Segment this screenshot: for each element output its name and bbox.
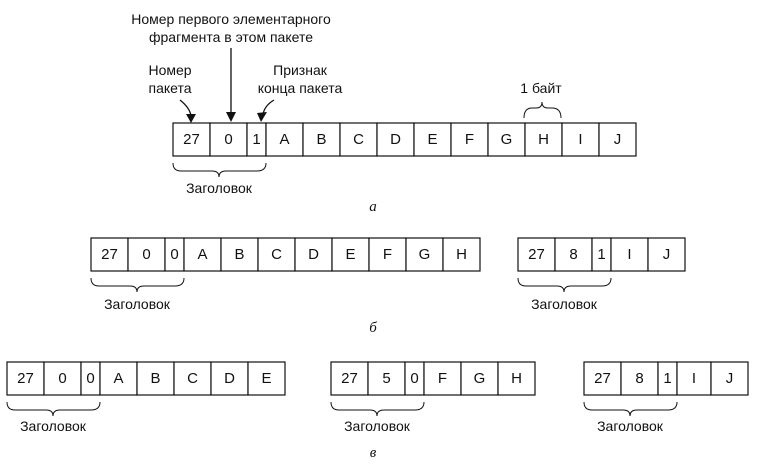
payload-value: H <box>538 131 549 148</box>
arrow-end-flag <box>257 100 274 122</box>
packet-c-2 <box>331 362 535 434</box>
payload-value: I <box>691 370 697 387</box>
packet-c-1 <box>7 362 285 434</box>
packet-b-1 <box>91 238 480 312</box>
header-value-fragment-number: 5 <box>382 370 391 387</box>
header-brace <box>173 163 266 177</box>
payload-value: I <box>627 246 632 263</box>
header-label: Заголовок <box>531 296 597 312</box>
part-b <box>91 238 685 336</box>
header-brace <box>91 278 184 292</box>
caption-c: в <box>369 445 377 461</box>
payload-value: C <box>187 370 198 387</box>
header-value-fragment-number: 0 <box>142 246 151 263</box>
header-value-fragment-number: 8 <box>635 370 644 387</box>
payload-value: A <box>197 246 208 263</box>
header-brace <box>331 402 424 416</box>
header-value-packet-number: 27 <box>183 131 200 148</box>
header-value-packet-number: 27 <box>594 370 611 387</box>
header-value-end-flag: 1 <box>597 246 606 263</box>
header-value-end-flag: 0 <box>86 370 95 387</box>
payload-value: B <box>234 246 245 263</box>
header-brace <box>7 402 100 416</box>
header-value-packet-number: 27 <box>17 370 34 387</box>
payload-value: D <box>390 131 401 148</box>
payload-value: E <box>261 370 272 387</box>
header-label: Заголовок <box>186 180 252 196</box>
payload-value: A <box>279 131 290 148</box>
payload-value: I <box>578 131 583 148</box>
payload-value: G <box>500 131 513 148</box>
payload-value: J <box>613 131 622 148</box>
header-value-fragment-number: 0 <box>224 131 233 148</box>
annotation-first-fragment-line2: фрагмента в этом пакете <box>148 29 314 45</box>
header-label: Заголовок <box>597 418 663 434</box>
payload-value: G <box>473 370 486 387</box>
caption-b: б <box>369 320 377 336</box>
payload-value: F <box>464 131 475 148</box>
packet-c-3 <box>584 362 748 434</box>
payload-value: A <box>113 370 124 387</box>
header-value-fragment-number: 8 <box>569 246 578 263</box>
one-byte-brace <box>524 102 561 118</box>
header-label: Заголовок <box>104 296 170 312</box>
part-c <box>7 362 748 461</box>
payload-value: B <box>316 131 327 148</box>
annotation-end-flag-line1: Признак <box>273 62 327 78</box>
header-value-packet-number: 27 <box>101 246 118 263</box>
payload-value: C <box>271 246 282 263</box>
payload-value: G <box>418 246 431 263</box>
header-label: Заголовок <box>344 418 410 434</box>
payload-value: F <box>437 370 448 387</box>
annotation-first-fragment-line1: Номер первого элементарного <box>131 11 331 27</box>
arrow-first-fragment <box>226 48 236 122</box>
header-value-end-flag: 0 <box>170 246 179 263</box>
header-value-packet-number: 27 <box>528 246 545 263</box>
header-brace <box>518 278 611 292</box>
annotation-end-flag-line2: конца пакета <box>257 80 343 96</box>
payload-value: J <box>662 246 671 263</box>
payload-value: B <box>150 370 161 387</box>
annotation-packet-number-line1: Номер <box>148 62 192 78</box>
header-value-end-flag: 1 <box>252 131 261 148</box>
annotation-one-byte: 1 байт <box>520 80 562 96</box>
payload-value: D <box>308 246 319 263</box>
payload-value: J <box>725 370 734 387</box>
header-brace <box>584 402 677 416</box>
payload-value: D <box>224 370 235 387</box>
header-label: Заголовок <box>20 418 86 434</box>
annotation-packet-number-line2: пакета <box>148 80 192 96</box>
arrow-packet-number <box>180 100 196 123</box>
payload-value: H <box>456 246 467 263</box>
header-value-packet-number: 27 <box>341 370 358 387</box>
payload-value: E <box>345 246 356 263</box>
part-a <box>131 11 636 215</box>
payload-value: H <box>511 370 522 387</box>
header-value-fragment-number: 0 <box>58 370 67 387</box>
caption-a: а <box>369 199 377 215</box>
packet-b-2 <box>518 238 685 312</box>
packet-a <box>173 123 636 156</box>
payload-value: F <box>382 246 393 263</box>
payload-value: E <box>427 131 438 148</box>
header-value-end-flag: 0 <box>410 370 419 387</box>
header-value-end-flag: 1 <box>663 370 672 387</box>
payload-value: C <box>353 131 364 148</box>
